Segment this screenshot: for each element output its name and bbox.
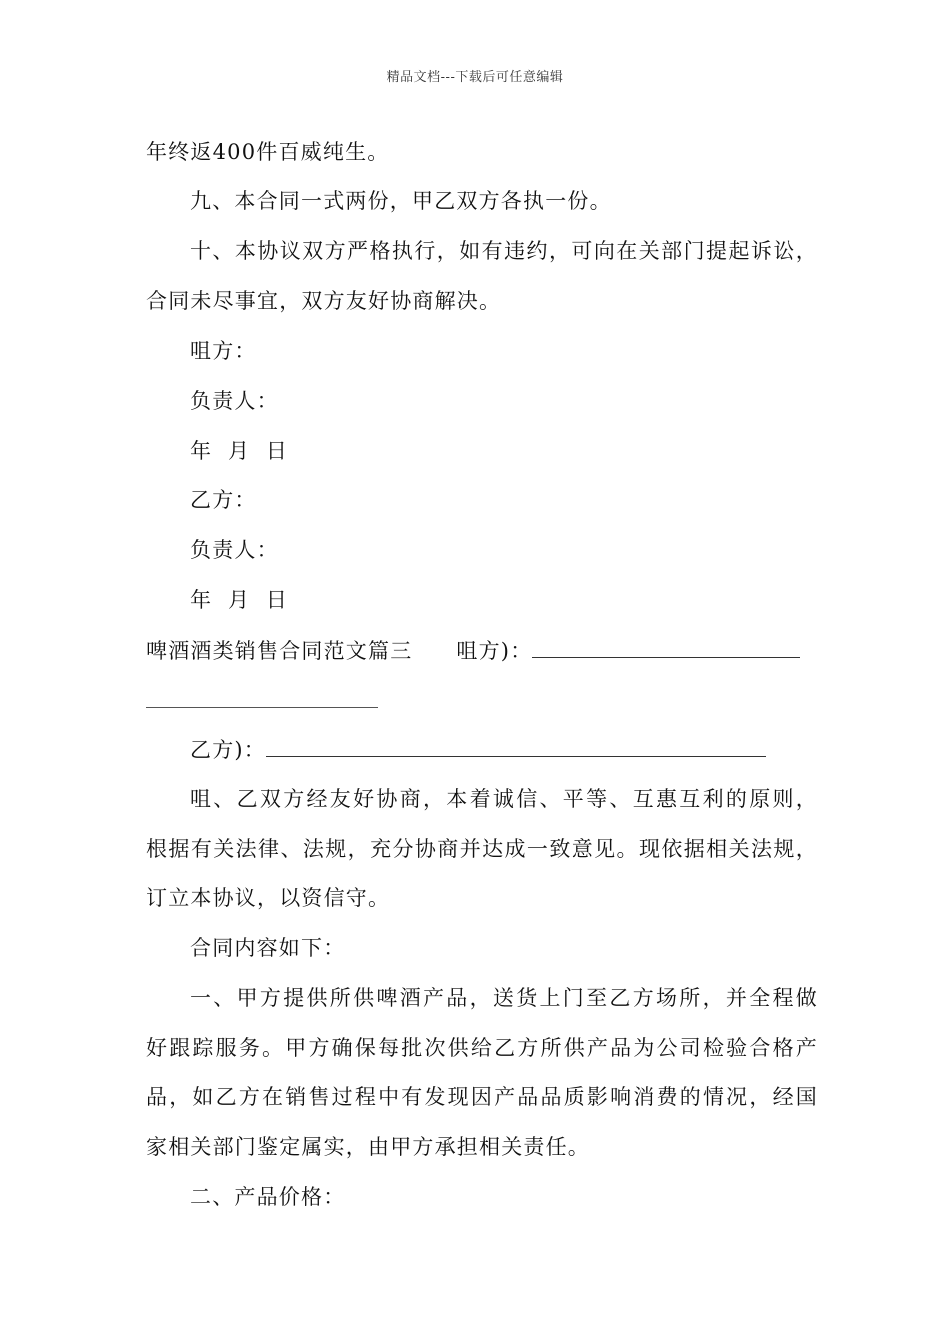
contract-content-heading: 合同内容如下：	[190, 936, 346, 960]
party-a-blank	[532, 635, 800, 658]
paragraph-line: 好跟踪服务。甲方确保每批次供给乙方所供产品为公司检验合格产	[146, 1036, 818, 1060]
paragraph-line: 咀、乙双方经友好协商，本着诚信、平等、互惠互利的原则，	[190, 787, 818, 811]
party-a-label: 咀方：	[190, 339, 257, 363]
responsible-person-label: 负责人：	[190, 389, 279, 413]
party-b-blank	[266, 734, 766, 757]
clause-one: 一、甲方提供所供啤酒产品，送货上门至乙方场所，并全程做	[190, 986, 818, 1010]
party-b-field-label: 乙方)：	[190, 738, 266, 762]
clause-nine: 九、本合同一式两份，甲乙双方各执一份。	[190, 189, 612, 213]
responsible-person-label: 负责人：	[190, 538, 279, 562]
contract-title-line	[146, 635, 800, 666]
paragraph-line: 订立本协议，以资信守。	[146, 886, 391, 910]
party-b-field-line	[190, 734, 766, 765]
text-line: 合同未尽事宜，双方友好协商解决。	[146, 289, 502, 313]
paragraph-line: 家相关部门鉴定属实，由甲方承担相关责任。	[146, 1135, 590, 1159]
date-label: 年 月 日	[190, 588, 289, 612]
date-label: 年 月 日	[190, 439, 289, 463]
paragraph-line: 品，如乙方在销售过程中有发现因产品品质影响消费的情况，经国	[146, 1085, 818, 1109]
party-b-label: 乙方：	[190, 488, 257, 512]
clause-ten: 十、本协议双方严格执行，如有违约，可向在关部门提起诉讼，	[190, 239, 818, 263]
page-header: 精品文档---下载后可任意编辑	[386, 70, 564, 85]
contract-title: 啤酒酒类销售合同范文篇三	[146, 639, 413, 663]
text-line: 年终返400件百威纯生。	[146, 140, 390, 164]
party-a-blank-continued	[146, 707, 378, 708]
paragraph-line: 根据有关法律、法规，充分协商并达成一致意见。现依据相关法规，	[146, 837, 818, 861]
party-a-field-label: 咀方)：	[456, 639, 533, 663]
clause-two: 二、产品价格：	[190, 1185, 346, 1209]
